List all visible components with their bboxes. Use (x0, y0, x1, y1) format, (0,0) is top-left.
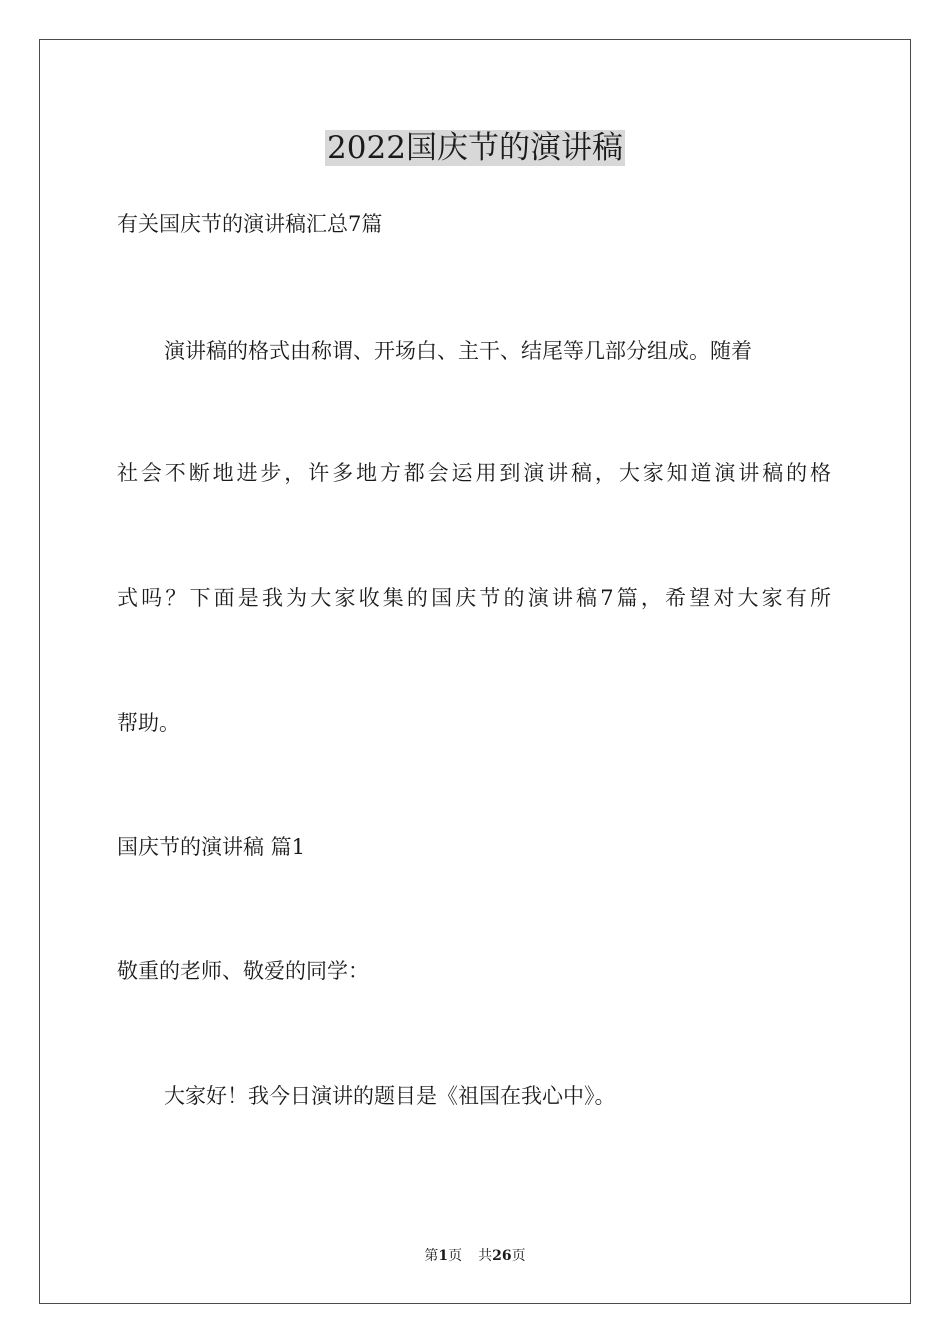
intro-line-3: 式吗？下面是我为大家收集的国庆节的演讲稿7篇，希望对大家有所 (117, 586, 831, 610)
page-number: 1 (438, 1248, 449, 1264)
intro-line-2: 社会不断地进步，许多地方都会运用到演讲稿，大家知道演讲稿的格 (117, 461, 831, 485)
salutation: 敬重的老师、敬爱的同学： (117, 959, 369, 983)
page-suffix: 页 (448, 1248, 463, 1264)
page-footer (0, 1246, 950, 1266)
document-title (0, 126, 950, 170)
document-subtitle: 有关国庆节的演讲稿汇总7篇 (117, 212, 383, 236)
intro-line-1: 演讲稿的格式由称谓、开场白、主干、结尾等几部分组成。随着 (164, 339, 752, 363)
intro-line-4: 帮助。 (117, 711, 180, 735)
opening-line: 大家好！我今日演讲的题目是《祖国在我心中》。 (164, 1084, 616, 1108)
total-prefix: 共 (478, 1248, 493, 1264)
page-prefix: 第 (424, 1248, 439, 1264)
section-heading: 国庆节的演讲稿 篇1 (117, 835, 306, 859)
total-pages: 26 (492, 1248, 512, 1264)
document-title-text: 2022国庆节的演讲稿 (327, 130, 623, 166)
total-suffix: 页 (511, 1248, 526, 1264)
